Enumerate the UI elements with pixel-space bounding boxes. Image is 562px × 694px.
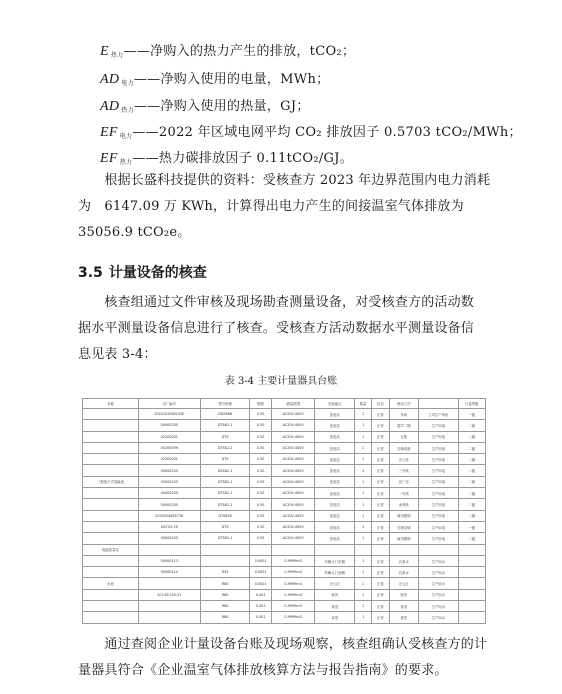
- table-cell: 生产用电: [418, 488, 458, 499]
- definition-ef-electric: [100, 121, 522, 141]
- section-title: 计量设备的核查: [108, 265, 207, 281]
- table-cell: 电能质量仪: [83, 544, 139, 555]
- paragraph-line: 通过查阅企业计量设备台账及现场观察，核查组确认受核查方的计: [78, 637, 488, 652]
- table-cell: 1: [355, 454, 372, 465]
- paragraph-line: 核查组通过文件审核及现场勘查测量设备，对受核查方的活动数: [78, 295, 475, 310]
- table-cell: 正常: [372, 601, 389, 612]
- table-header-cell: 计量等级: [458, 399, 485, 409]
- table-cell: 1: [355, 510, 372, 521]
- table-cell: 水表: [83, 578, 139, 589]
- table-row: [83, 499, 486, 510]
- table-cell: 02200031: [138, 454, 200, 465]
- table-cell: 食堂: [389, 601, 418, 612]
- table-cell: 变电站: [315, 431, 355, 442]
- table-cell: 冰剂机: [389, 499, 418, 510]
- table-cell: [458, 601, 485, 612]
- table-cell: 0.5S: [250, 409, 271, 420]
- definition-text: ——热力碳排放因子 0.11tCO₂/GJ。: [132, 151, 354, 166]
- table-cell: DTS62-1: [200, 533, 250, 544]
- table-cell: 正常: [372, 499, 389, 510]
- table-cell: 0-9999m3: [271, 555, 315, 566]
- table-row: [83, 533, 486, 544]
- table-cell: 二级: [458, 476, 485, 487]
- table-cell: 食堂: [315, 612, 355, 623]
- subscript: 热力: [110, 52, 124, 59]
- table-cell: AC20V-400V: [271, 442, 315, 453]
- table-cell: 生产用电: [418, 431, 458, 442]
- table-cell: 1: [355, 465, 372, 476]
- table-cell: 0.5S: [250, 510, 271, 521]
- paragraph-line: 息见表 3-4：: [78, 347, 157, 362]
- table-cell: [83, 555, 139, 566]
- table-cell: 1: [355, 431, 372, 442]
- table-cell: 三相电子式电能表: [83, 476, 139, 487]
- table-cell: 二级: [458, 488, 485, 499]
- table-cell: 车辆大门西侧: [315, 567, 355, 578]
- table-cell: 1: [355, 488, 372, 499]
- table-cell: [458, 578, 485, 589]
- symbol: EF: [100, 151, 118, 166]
- table-cell: 正常: [372, 465, 389, 476]
- table-cell: [83, 567, 139, 578]
- table-cell: R80: [200, 601, 250, 612]
- table-cell: AC20V-400V: [271, 476, 315, 487]
- table-cell: 变电站: [315, 488, 355, 499]
- table-cell: 0.5S: [250, 476, 271, 487]
- section-heading: [78, 262, 213, 282]
- table-cell: 生产用电: [418, 442, 458, 453]
- table-cell: 自来水: [389, 555, 418, 566]
- table-cell: 超声二期: [389, 420, 418, 431]
- table-cell: R80: [200, 578, 250, 589]
- table-cell: AC20V-400V: [271, 465, 315, 476]
- table-cell: 1: [355, 499, 372, 510]
- table-cell: 正常: [372, 555, 389, 566]
- table-cell: DTS: [200, 521, 250, 532]
- table-cell: 生产用水: [418, 601, 458, 612]
- table-cell: DTS62-1: [200, 499, 250, 510]
- table-cell: 1: [355, 442, 372, 453]
- table-cell: 变电站: [315, 420, 355, 431]
- table-cell: 00000205: [138, 488, 200, 499]
- table-row: [83, 409, 486, 420]
- table-cell: 变电站: [315, 521, 355, 532]
- table-cell: [83, 533, 139, 544]
- table-cell: 0-9999m3: [271, 601, 315, 612]
- section-number: 3.5: [78, 265, 103, 281]
- table-cell: [315, 544, 355, 555]
- table-row: [83, 521, 486, 532]
- table-cell: 00000205: [138, 476, 200, 487]
- table-row: [83, 589, 486, 600]
- table-cell: [83, 589, 139, 600]
- table-cell: 公司生产用电: [418, 409, 458, 420]
- table-cell: 00000205: [138, 420, 200, 431]
- table-cell: 正常: [372, 612, 389, 623]
- table-cell: 空调空调: [389, 521, 418, 532]
- table-cell: [372, 544, 389, 555]
- table-cell: 0.5S: [250, 431, 271, 442]
- table-cell: 变电站: [315, 465, 355, 476]
- table-cell: 食堂: [315, 601, 355, 612]
- table-cell: [83, 465, 139, 476]
- table-cell: 生产用电: [418, 465, 458, 476]
- table-cell: [83, 601, 139, 612]
- table-cell: 变电站: [315, 442, 355, 453]
- table-cell: DDS666: [200, 409, 250, 420]
- table-row: [83, 431, 486, 442]
- table-cell: [458, 612, 485, 623]
- table-cell: 1: [355, 555, 372, 566]
- table-header-cell: [418, 399, 458, 409]
- table-cell: 00000205: [138, 533, 200, 544]
- table-cell: 食堂: [389, 612, 418, 623]
- table-cell: 2013年193-01: [138, 589, 200, 600]
- paragraph-verification: [78, 290, 486, 368]
- table-cell: 生产用水: [418, 578, 458, 589]
- table-row: [83, 476, 486, 487]
- table-caption: 表 3-4 主要计量器具台账: [224, 376, 338, 387]
- table-cell: 自来水: [389, 567, 418, 578]
- table-cell: [271, 544, 315, 555]
- measurement-equipment-table: [82, 398, 486, 624]
- table-cell: [83, 431, 139, 442]
- table-cell: 00000113: [138, 555, 200, 566]
- table-cell: 一级: [458, 521, 485, 532]
- table-header-cell: 数量: [355, 399, 372, 409]
- table-cell: 生产用电: [418, 499, 458, 510]
- table-cell: 办公室: [389, 454, 418, 465]
- table-cell: 1: [355, 612, 372, 623]
- table-cell: [83, 612, 139, 623]
- table-cell: 0.0001: [250, 578, 271, 589]
- table-cell: 正常: [372, 589, 389, 600]
- table-cell: 正常: [372, 510, 389, 521]
- table-cell: R80: [200, 589, 250, 600]
- table-cell: [458, 567, 485, 578]
- table-header-cell: 安装地点: [315, 399, 355, 409]
- paragraph-electricity: [78, 168, 491, 246]
- table-cell: 正常: [372, 476, 389, 487]
- table-cell: [250, 544, 271, 555]
- table-cell: [200, 544, 250, 555]
- table-cell: [389, 544, 418, 555]
- table-cell: [138, 612, 200, 623]
- table-cell: 变电站: [315, 499, 355, 510]
- table-cell: R80: [200, 612, 250, 623]
- table-cell: AC20V-400V: [271, 499, 315, 510]
- table-cell: [83, 420, 139, 431]
- table-cell: 正常: [372, 578, 389, 589]
- definition-e-heat: [100, 40, 355, 60]
- table-cell: 0.5S: [250, 488, 271, 499]
- table-cell: [83, 409, 139, 420]
- table-cell: 04100099: [138, 442, 200, 453]
- table-cell: 正常: [372, 454, 389, 465]
- table-cell: 00000114: [138, 567, 200, 578]
- table-row: [83, 510, 486, 521]
- table-header-cell: 名称: [83, 399, 139, 409]
- table-cell: 北厂房: [389, 476, 418, 487]
- table-cell: 生产用电: [418, 510, 458, 521]
- table-cell: 0.001: [250, 612, 271, 623]
- table-cell: 02200031: [138, 431, 200, 442]
- table-cell: 0-9999m3: [271, 567, 315, 578]
- table-cell: AC20V-400V: [271, 533, 315, 544]
- table-cell: 2020024655776: [138, 510, 200, 521]
- table-cell: 二级: [458, 454, 485, 465]
- table-cell: 变电站: [315, 454, 355, 465]
- table-cell: 二级: [458, 510, 485, 521]
- table-cell: 正常: [372, 521, 389, 532]
- table-cell: 1: [355, 601, 372, 612]
- table-header-cell: 测量范围: [271, 399, 315, 409]
- table-cell: 0.0001: [250, 567, 271, 578]
- table-cell: 二级: [458, 442, 485, 453]
- symbol: E: [100, 44, 109, 59]
- table-cell: 变电站: [315, 476, 355, 487]
- table-cell: [418, 544, 458, 555]
- table-cell: 正常: [372, 567, 389, 578]
- table-cell: [458, 555, 485, 566]
- table-cell: [138, 601, 200, 612]
- table-cell: [83, 521, 139, 532]
- subscript: 热力: [119, 159, 133, 166]
- table-cell: AC20V-400V: [271, 420, 315, 431]
- table-cell: 商用照明: [389, 510, 418, 521]
- table-cell: DTS62-1: [200, 420, 250, 431]
- table-cell: [83, 454, 139, 465]
- table-cell: 1: [355, 476, 372, 487]
- table-cell: [200, 555, 250, 566]
- table-cell: 正常: [372, 533, 389, 544]
- table-header-cell: 出厂编号: [138, 399, 200, 409]
- table-cell: 1: [355, 589, 372, 600]
- table-cell: [458, 589, 485, 600]
- table-cell: 生产用电: [418, 454, 458, 465]
- table-cell: 生产用电: [418, 420, 458, 431]
- table-cell: AC20V-400V: [271, 521, 315, 532]
- table-cell: 正常: [372, 420, 389, 431]
- table-cell: AC20V-400V: [271, 454, 315, 465]
- table-cell: DTS62-1: [200, 488, 250, 499]
- paragraph-conclusion: [78, 632, 486, 684]
- table-cell: 办公区: [315, 578, 355, 589]
- table-cell: DTS634: [200, 510, 250, 521]
- table-cell: DTS62-2: [200, 442, 250, 453]
- table-cell: 五栋: [389, 431, 418, 442]
- paragraph-line: 35056.9 tCO₂e。: [78, 225, 191, 240]
- table-cell: 0.5S: [250, 442, 271, 453]
- table-row: [83, 544, 486, 555]
- table-cell: 正常: [372, 431, 389, 442]
- table-row: [83, 555, 486, 566]
- table-cell: [458, 544, 485, 555]
- table-row: [83, 488, 486, 499]
- table-cell: R35: [200, 567, 250, 578]
- table-cell: 0.001: [250, 601, 271, 612]
- table-header-cell: 型号规格: [200, 399, 250, 409]
- table-cell: 0-9999m3: [271, 612, 315, 623]
- table-cell: 00000205: [138, 499, 200, 510]
- definition-text: ——净购入使用的电量，MWh；: [133, 72, 330, 87]
- table-cell: 正常: [372, 488, 389, 499]
- table-cell: [138, 544, 200, 555]
- subscript: 电力: [119, 133, 133, 140]
- table-cell: 正常: [372, 409, 389, 420]
- table-cell: 1: [355, 420, 372, 431]
- symbol: EF: [100, 125, 118, 140]
- table-cell: [138, 578, 200, 589]
- table-row: [83, 578, 486, 589]
- table-header-cell: 精度: [250, 399, 271, 409]
- table-cell: 二级: [458, 465, 485, 476]
- table-cell: 0.5S: [250, 420, 271, 431]
- table-cell: [83, 510, 139, 521]
- table-cell: 一号线: [389, 488, 418, 499]
- symbol: AD: [100, 99, 120, 114]
- table-cell: 宿舍: [315, 589, 355, 600]
- table-cell: [83, 442, 139, 453]
- table-body: [83, 409, 486, 624]
- subscript: 热力: [121, 107, 134, 114]
- table-cell: DSS62-1: [200, 465, 250, 476]
- table-cell: 二级: [458, 431, 485, 442]
- paragraph-line: 据水平测量设备信息进行了核查。受核查方活动数据水平测量设备信: [78, 321, 475, 336]
- table-cell: 0-9999m3: [271, 589, 315, 600]
- table-cell: 生产用电: [418, 533, 458, 544]
- definition-ad-electric: [100, 68, 329, 88]
- table-cell: 0.5S: [250, 521, 271, 532]
- table-cell: 1: [355, 521, 372, 532]
- table-cell: 生产用水: [418, 567, 458, 578]
- table-cell: 0.5S: [250, 454, 271, 465]
- table-cell: AC20V-400V: [271, 431, 315, 442]
- symbol: AD: [100, 72, 120, 87]
- table-cell: [83, 488, 139, 499]
- table-cell: 三号线: [389, 465, 418, 476]
- definition-ef-heat: [100, 147, 353, 167]
- table-cell: 二级: [458, 499, 485, 510]
- table-cell: 生产用电: [418, 476, 458, 487]
- table-cell: DTS: [200, 454, 250, 465]
- table-row: [83, 612, 486, 623]
- table-cell: [355, 544, 372, 555]
- table-cell: 商用照明: [389, 533, 418, 544]
- table-cell: 生产用水: [418, 555, 458, 566]
- table-cell: 二级: [458, 420, 485, 431]
- table-cell: 宿舍: [389, 589, 418, 600]
- table-cell: 1: [355, 409, 372, 420]
- subscript: 电力: [121, 80, 134, 87]
- table-cell: 办公区: [389, 578, 418, 589]
- table-row: [83, 442, 486, 453]
- table-cell: DTS: [200, 431, 250, 442]
- table-cell: 生产用电: [418, 521, 458, 532]
- table-row: [83, 420, 486, 431]
- table-cell: 0.0001: [250, 555, 271, 566]
- table-row: [83, 601, 486, 612]
- table-cell: 0.5S: [250, 533, 271, 544]
- table-cell: [83, 499, 139, 510]
- table-cell: 2020101060143E: [138, 409, 200, 420]
- table-cell: AC20V-400V: [271, 409, 315, 420]
- table-row: [83, 567, 486, 578]
- paragraph-line: 量器具符合《企业温室气体排放核算方法与报告指南》的要求。: [78, 663, 448, 678]
- table-cell: 空调设备: [389, 442, 418, 453]
- definition-text: ——净购入使用的热量，GJ；: [133, 99, 310, 114]
- table-cell: 0.5S: [250, 499, 271, 510]
- table-cell: 一级: [458, 409, 485, 420]
- table-row: [83, 465, 486, 476]
- table-cell: 变电站: [315, 510, 355, 521]
- definition-text: ——净购入的热力产生的排放，tCO₂；: [123, 44, 356, 59]
- definition-ad-heat: [100, 95, 310, 115]
- table-cell: AC20V-400V: [271, 488, 315, 499]
- table-cell: 车间: [389, 409, 418, 420]
- table-cell: 0-9999m3: [271, 578, 315, 589]
- paragraph-line: 根据长盛科技提供的资料：受核查方 2023 年边界范围内电力消耗: [78, 173, 491, 188]
- table-cell: 变电站: [315, 533, 355, 544]
- table-cell: 00000205: [138, 465, 200, 476]
- table-cell: 生产用水: [418, 612, 458, 623]
- definition-text: ——2022 年区域电网平均 CO₂ 排放因子 0.5703 tCO₂/MWh；: [132, 125, 522, 140]
- table-cell: 0.5S: [250, 465, 271, 476]
- table-cell: 1: [355, 578, 372, 589]
- table-cell: 车辆大门东侧: [315, 555, 355, 566]
- table-cell: 正常: [372, 442, 389, 453]
- table-cell: DTS62-1: [200, 476, 250, 487]
- table-row: [83, 454, 486, 465]
- paragraph-line: 为 6147.09 万 KWh，计算得出电力产生的间接温室气体排放为: [78, 199, 464, 214]
- table-header-cell: 状态: [372, 399, 389, 409]
- table-header-row: [83, 399, 486, 409]
- table-cell: 1: [355, 533, 372, 544]
- table-cell: 1: [355, 567, 372, 578]
- table-cell: 0.001: [250, 589, 271, 600]
- table-cell: 变电站: [315, 409, 355, 420]
- table-cell: 二级: [458, 533, 485, 544]
- table-cell: 生产用水: [418, 589, 458, 600]
- table-cell: DS703-78: [138, 521, 200, 532]
- table-cell: AC20V-400V: [271, 510, 315, 521]
- table-header-cell: 使用工序: [389, 399, 418, 409]
